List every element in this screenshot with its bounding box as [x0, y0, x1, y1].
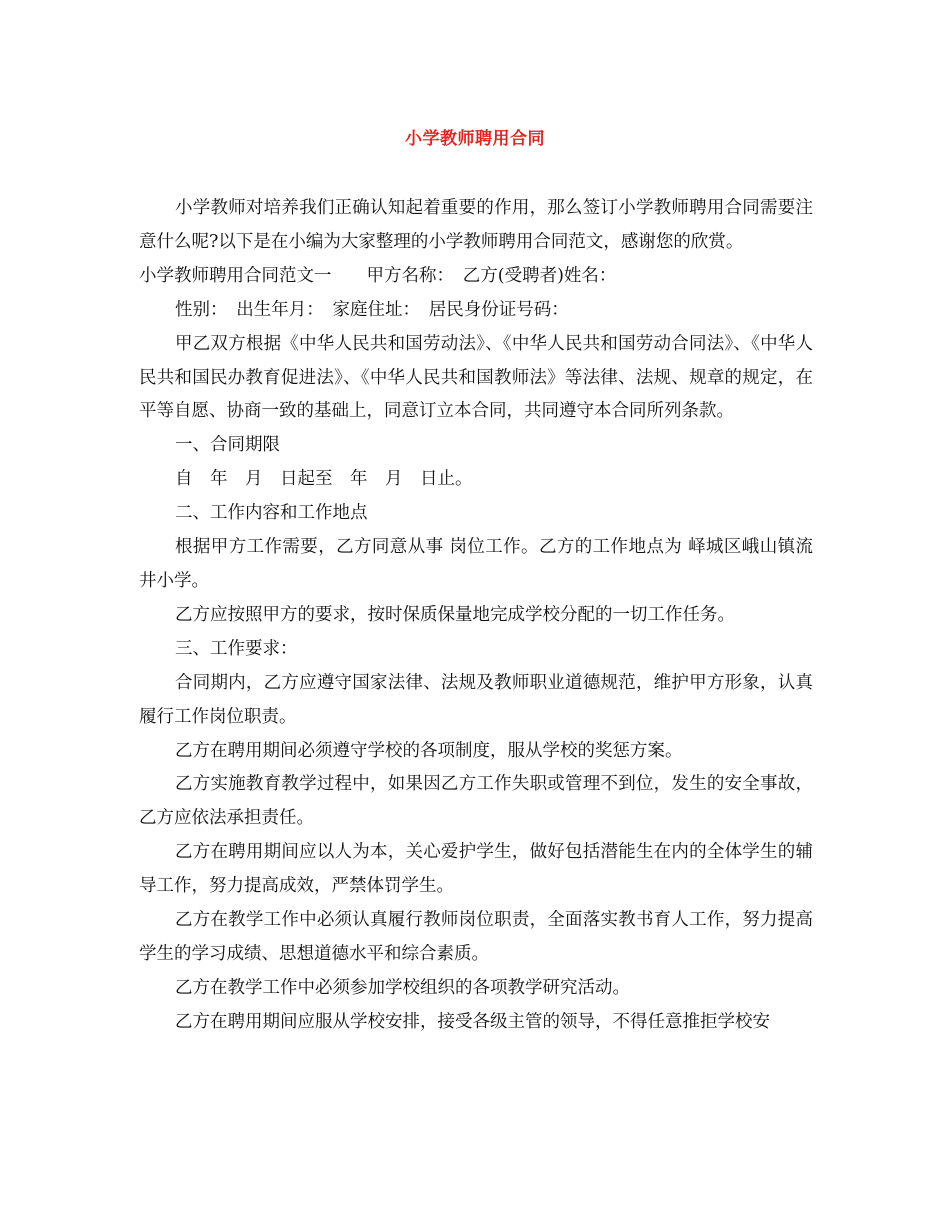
document-title: 小学教师聘用合同 [405, 129, 545, 149]
paragraph-work-tasks: 乙方应按照甲方的要求，按时保质保量地完成学校分配的一切工作任务。 [175, 604, 735, 625]
paragraph-personal-info: 性别： 出生年月： 家庭住址： 居民身份证号码： [175, 299, 569, 320]
paragraph-work-location: 根据甲方工作需要，乙方同意从事 岗位工作。乙方的工作地点为 峄城区峨山镇流井小学。 [139, 537, 813, 591]
document-body [139, 192, 813, 1040]
paragraph-requirement-rules: 乙方在聘用期间必须遵守学校的各项制度，服从学校的奖惩方案。 [175, 740, 683, 761]
paragraph-requirement-safety: 乙方实施教育教学过程中，如果因乙方工作失职或管理不到位，发生的安全事故，乙方应依法承担责任。 [139, 774, 813, 829]
section-heading-requirements: 三、工作要求： [175, 638, 298, 659]
section-heading-term: 一、合同期限 [175, 435, 280, 456]
paragraph-legal-basis: 甲乙双方根据《中华人民共和国劳动法》、《中华人民共和国劳动合同法》、《中华人民共和国民办教育促进法》、《中华人民共和国教师法》等法律、法规、规章的规定，在平等自愿、协商一致的基础上，同意订立本合同，共同遵守本合同所列条款。 [139, 333, 813, 422]
paragraph-requirement-law: 合同期内，乙方应遵守国家法律、法规及教师职业道德规范，维护甲方形象，认真履行工作岗位职责。 [139, 672, 813, 727]
paragraph-requirement-students: 乙方在聘用期间应以人为本，关心爱护学生，做好包括潜能生在内的全体学生的辅导工作，努力提高成效，严禁体罚学生。 [139, 842, 813, 897]
paragraph-requirement-research: 乙方在教学工作中必须参加学校组织的各项教学研究活动。 [175, 977, 630, 998]
paragraph-intro: 小学教师对培养我们正确认知起着重要的作用，那么签订小学教师聘用合同需要注意什么呢?以下是在小编为大家整理的小学教师聘用合同范文，感谢您的欣赏。 [139, 198, 813, 252]
paragraph-requirement-obey: 乙方在聘用期间应服从学校安排，接受各级主管的领导，不得任意推拒学校安 [175, 1011, 770, 1032]
section-heading-work: 二、工作内容和工作地点 [175, 503, 368, 524]
paragraph-requirement-duties: 乙方在教学工作中必须认真履行教师岗位职责，全面落实教书育人工作，努力提高学生的学习成绩、思想道德水平和综合素质。 [139, 910, 813, 964]
paragraph-term-dates: 自 年 月 日起至 年 月 日止。 [175, 469, 473, 490]
paragraph-party-info: 小学教师聘用合同范文一 甲方名称： 乙方(受聘者)姓名： [139, 265, 617, 286]
